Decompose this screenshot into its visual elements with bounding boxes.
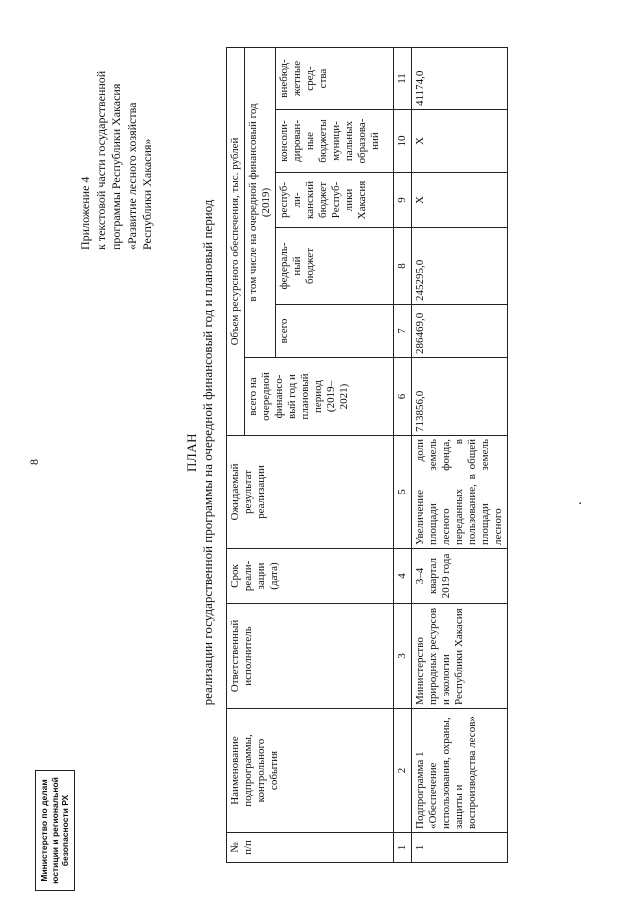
- row-executor: Министерство природных ресурсов и экологии Республики Хакасия: [412, 604, 508, 709]
- row-republic: Х: [412, 173, 508, 228]
- row-result: Увеличение доли площади земель лесного фонда, переданных в пользование, в общей площади земель лесного: [412, 436, 508, 549]
- plan-title: ПЛАН: [184, 433, 199, 472]
- registration-stamp: Министерство по делам юстиции и региональной безопасности РХ: [35, 770, 75, 891]
- row-consolidated: Х: [412, 110, 508, 173]
- row-term: 3–4 квартал 2019 года: [412, 549, 508, 604]
- col-number: 9: [394, 173, 412, 228]
- col-number: 2: [394, 709, 412, 833]
- annex-header: Приложение 4 к текстовой части государственной программы Республики Хакасия «Развитие лесного хозяйства Республики Хакасия»: [78, 70, 154, 250]
- col-number: 11: [394, 48, 412, 110]
- col-number: 7: [394, 305, 412, 358]
- numbering-row: [394, 48, 412, 863]
- table-row: [412, 48, 508, 863]
- row-total: 713856,0: [412, 358, 508, 436]
- header-result: Ожидаемый результат реализации: [227, 436, 394, 549]
- col-number: 5: [394, 436, 412, 549]
- plan-subtitle: реализации государственной программы на очередной финансовый год и плановый период: [200, 199, 215, 706]
- row-federal: 245295,0: [412, 228, 508, 305]
- header-executor: Ответственный исполнитель: [227, 604, 394, 709]
- header-funding: Объем ресурсного обеспечения, тыс. рублей: [227, 48, 245, 436]
- col-number: 8: [394, 228, 412, 305]
- header-all: всего: [276, 305, 394, 358]
- header-consolidated: консоли- дирован- ные бюджеты муници- пальных образова- ний: [276, 110, 394, 173]
- header-num: № п/п: [227, 833, 394, 863]
- plan-table: [226, 47, 508, 863]
- scan-specks: .: [570, 501, 585, 505]
- header-row-1: [227, 48, 245, 863]
- row-extra: 41174,0: [412, 48, 508, 110]
- col-number: 6: [394, 358, 412, 436]
- header-federal: федераль- ный бюджет: [276, 228, 394, 305]
- col-number: 4: [394, 549, 412, 604]
- page-number: 8: [27, 459, 41, 465]
- header-incl: в том числе на очередной финансовый год (2019): [245, 48, 276, 358]
- header-republic: респуб- ли- канский бюджет Респуб- лики Хакасия: [276, 173, 394, 228]
- header-name: Наименование подпрограммы, контрольного события: [227, 709, 394, 833]
- col-number: 1: [394, 833, 412, 863]
- row-all: 286469,0: [412, 305, 508, 358]
- col-number: 10: [394, 110, 412, 173]
- col-number: 3: [394, 604, 412, 709]
- row-name: Подпрограмма 1 «Обеспечение использования, охраны, защиты и воспроизводства лесов»: [412, 709, 508, 833]
- header-extra: внебюд- жетные сред- ства: [276, 48, 394, 110]
- header-total: всего на очередной финансо- вый год и плановый период (2019– 2021): [245, 358, 394, 436]
- row-num: 1: [412, 833, 508, 863]
- header-term: Срок реали- зации (дата): [227, 549, 394, 604]
